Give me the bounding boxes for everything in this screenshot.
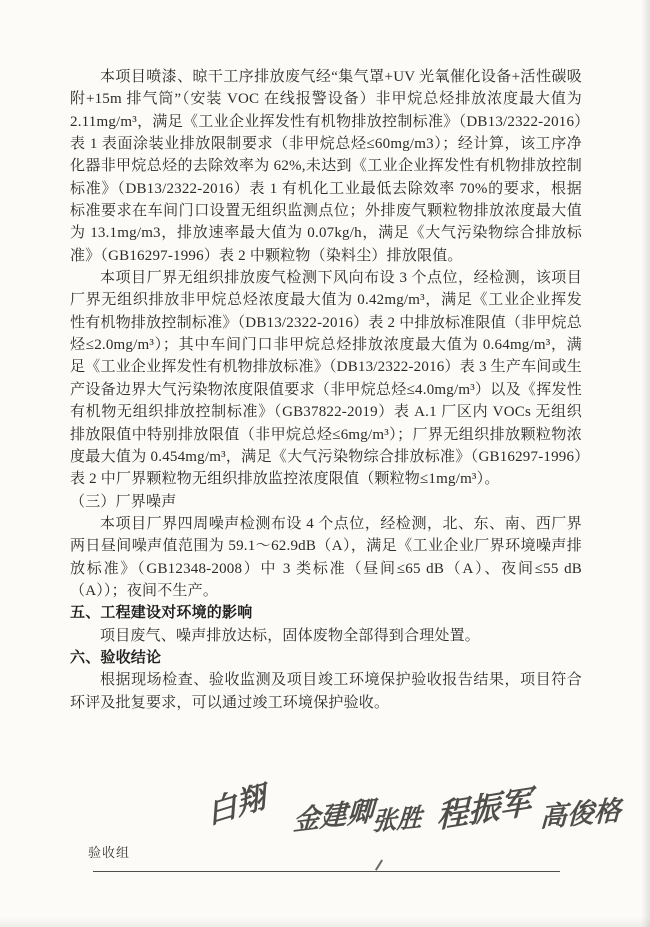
heading-section-6-acceptance-conclusion: 六、验收结论 xyxy=(70,649,162,666)
acceptance-group-label: 验收组 xyxy=(88,845,131,860)
signature-1: 白翔 xyxy=(205,780,268,831)
signature-line xyxy=(93,871,560,872)
heading-section-5-environment-impact: 五、工程建设对环境的影响 xyxy=(70,605,253,622)
signature-5: 高俊格 xyxy=(539,795,622,833)
paragraph-fugitive-emission: 本项目厂界无组织排放废气检测下风向布设 3 个点位，经检测，该项目厂界无组织排放非甲烷总烃浓度最大值为 0.42mg/m³，满足《工业企业挥发性有机物排放控制标准》（DB13/2322-2016）表 2 中排放标准限值（非甲烷总烃≤2.0mg/m³）；其中车间门口非甲烷总烃排放浓度最大值为 0.64mg/m³，满足《工业企业挥发性有机物排放标准》（DB13/2322-2016）表 3 生产车间或生产设备边界大气污染物浓度限值要求（非甲烷总烃≤4.0mg/m³）以及《挥发性有机物无组织排放控制标准》（GB37822-2019）表 A.1 厂区内 VOCs 无组织排放限值中特别排放限值（非甲烷总烃≤6mg/m³）；厂界无组织排放颗粒物浓度最大值为 0.454mg/m³，满足《大气污染物综合排放标准》（GB16297-1996）表 2 中厂界颗粒物无组织排放监控浓度限值（颗粒物≤1mg/m³）。 xyxy=(70,270,582,488)
paragraph-noise-monitoring: 本项目厂界四周噪声检测布设 4 个点位，经检测，北、东、南、西厂界两日昼间噪声值范围为 59.1～62.9dB（A），满足《工业企业厂界环境噪声排放标准》（GB12348-2008）中 3 类标准（昼间≤65 dB（A）、夜间≤55 dB（A））；夜间不生产。 xyxy=(70,515,582,599)
signature-2: 金建卿 xyxy=(292,795,375,837)
paragraph-air-emission-stack: 本项目喷漆、晾干工序排放废气经“集气罩+UV 光氧催化设备+活性碳吸附+15m 排气筒”（安装 VOC 在线报警设备）非甲烷总烃排放浓度最大值为 2.11mg/m³，满足《工业企业挥发性有机物排放控制标准》（DB13/2322-2016）表 1 表面涂装业排放限制要求（非甲烷总烃≤60mg/m3）；经计算，该工序净化器非甲烷总烃的去除效率为 62%,未达到《工业企业挥发性有机物排放控制标准》（DB13/2322-2016）表 1 有机化工业最低去除效率 70%的要求，根据标准要求在车间门口设置无组织监测点位；外排废气颗粒物排放浓度最大值为 13.1mg/m3，排放速率最大值为 0.07kg/h，满足《大气污染物综合排放标准》（GB16297-1996）表 2 中颗粒物（染料尘）排放限值。 xyxy=(70,69,582,264)
paragraph-conclusion: 根据现场检查、验收监测及项目竣工环境保护验收报告结果，项目符合环评及批复要求，可以通过竣工环境保护验收。 xyxy=(70,672,582,711)
subheading-boundary-noise: （三）厂界噪声 xyxy=(70,493,177,510)
scan-shadow-bottom xyxy=(0,917,650,927)
signature-4: 程振军 xyxy=(436,783,532,835)
signature-3: 张胜 xyxy=(371,804,423,837)
document-body xyxy=(70,66,582,714)
paragraph-impact-summary: 项目废气、噪声排放达标，固体废物全部得到合理处置。 xyxy=(100,627,481,644)
